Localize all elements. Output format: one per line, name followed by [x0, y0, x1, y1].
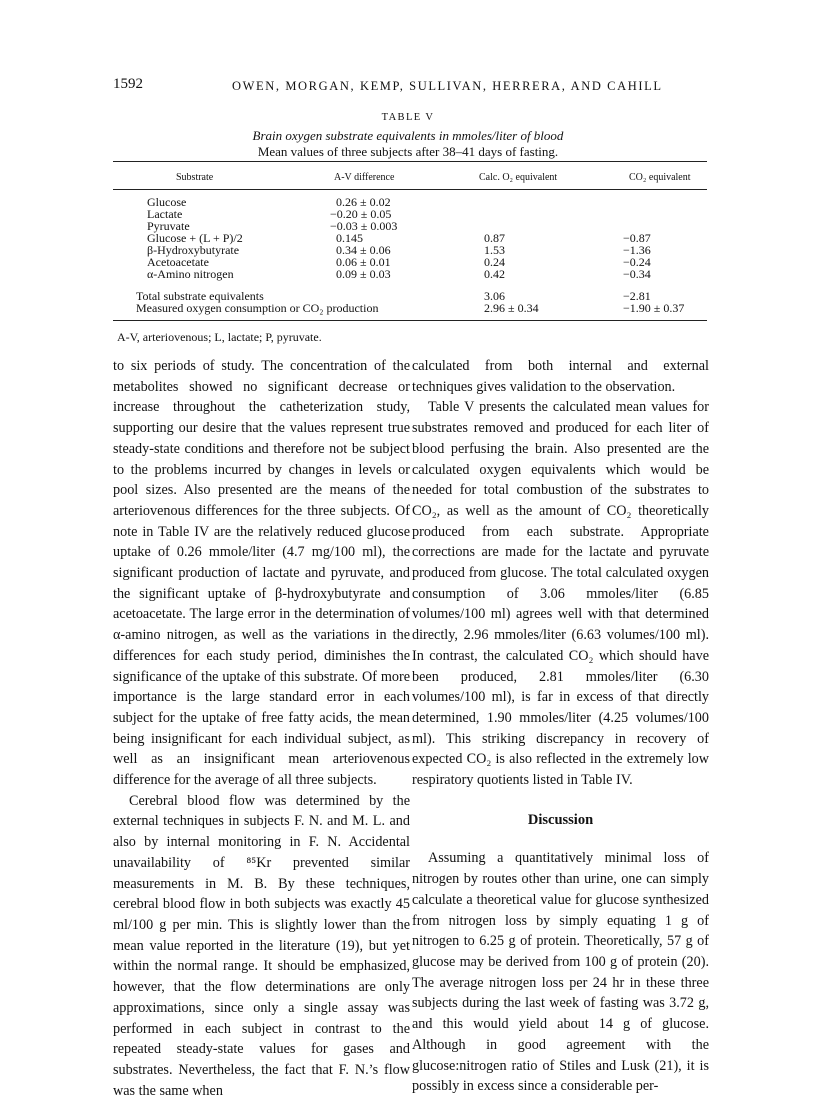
measured-label: Measured oxygen consumption or CO₂ production: [136, 301, 379, 315]
table-total-row: [0, 290, 816, 302]
col-header-co2: CO₂ equivalent: [629, 172, 691, 183]
measured-co2: −1.90 ± 0.37: [623, 301, 685, 315]
cell-substrate: α-Amino nitrogen: [147, 267, 234, 281]
cell-av: 0.06 ± 0.01: [336, 255, 391, 269]
cell-substrate: β-Hydroxybutyrate: [147, 243, 240, 257]
table-row: [0, 244, 816, 256]
paragraph: Assuming a quantitatively minimal loss of nitrogen by routes other than urine, one can simply calculate a theoretical value for glucose synthesized from nitrogen loss by simply equating 1 g of nitrogen to 6.25 g of protein. Theoretically, 57 g of glucose may be derived from 100 g of protein (20). The average nitrogen loss per 24 hr in these three subjects during the last week of fasting was 3.72 g, and this would yield about 14 g of glucose. Although in good agreement with the glucose:nitrogen ratio of Stiles and Lusk (21), it is possibly in excess since a considerable per-: [412, 850, 709, 1095]
cell-o2: 0.87: [484, 231, 505, 245]
running-head: OWEN, MORGAN, KEMP, SULLIVAN, HERRERA, AND CAHILL: [232, 79, 663, 93]
table-row: [0, 256, 816, 268]
right-column: [412, 356, 709, 1097]
cell-o2: 0.42: [484, 267, 505, 281]
cell-av: 0.26 ± 0.02: [336, 195, 391, 209]
cell-co2: −0.24: [623, 255, 651, 269]
cell-av: −0.03 ± 0.003: [330, 219, 398, 233]
cell-substrate: Glucose: [147, 195, 187, 209]
cell-o2: 0.24: [484, 255, 505, 269]
table-row: [0, 268, 816, 280]
cell-substrate: Pyruvate: [147, 219, 190, 233]
table-top-rule: [113, 161, 707, 162]
section-heading-discussion: Discussion: [527, 811, 594, 828]
col-header-substrate: Substrate: [176, 172, 214, 183]
paragraph: to six periods of study. The concentration of the metabolites showed no significant decrease or increase throughout the catheterization study, supporting our desire that the values represent true steady-state conditions and therefore not be subject to the problems incurred by changes in levels or pool sizes. Also presented are the means of the arteriovenous differences for the three subjects. Of note in Table IV are the relatively reduced glucose uptake of 0.26 mmole/liter (4.7 mg/100 ml), the significant production of lactate and pyruvate, and the significant uptake of β-hydroxybutyrate and acetoacetate. The large error in the determination of α-amino nitrogen, as well as the variations in the differences for each study period, diminishes the significance of the uptake of this substrate. Of more importance is the large standard error in each subject for the uptake of free fatty acids, the mean being insignificant for each individual subject, as well as an insignificant mean arteriovenous difference for the average of all three subjects.: [113, 358, 410, 789]
cell-substrate: Acetoacetate: [147, 255, 209, 269]
total-co2: −2.81: [623, 289, 651, 303]
table-row: [0, 220, 816, 232]
table-total-row: [0, 302, 816, 314]
cell-av: 0.34 ± 0.06: [336, 243, 391, 257]
table-footnote: A-V, arteriovenous; L, lactate; P, pyruvate.: [117, 330, 322, 344]
col-header-o2: Calc. O₂ equivalent: [479, 172, 558, 183]
table-caption: [0, 128, 816, 160]
table-title: Brain oxygen substrate equivalents in mmoles/liter of blood: [252, 128, 564, 143]
cell-substrate: Glucose + (L + P)/2: [147, 231, 243, 245]
total-o2: 3.06: [484, 289, 505, 303]
table-row: [0, 208, 816, 220]
left-column: [113, 356, 410, 1101]
cell-co2: −0.87: [623, 231, 651, 245]
total-label: Total substrate equivalents: [136, 289, 264, 303]
table-subtitle: Mean values of three subjects after 38–41 days of fasting.: [257, 144, 559, 159]
paragraph: calculated from both internal and external techniques gives validation to the observation.: [412, 358, 709, 395]
cell-av: −0.20 ± 0.05: [330, 207, 392, 221]
cell-o2: 1.53: [484, 243, 505, 257]
cell-co2: −1.36: [623, 243, 651, 257]
paragraph: Table V presents the calculated mean values for substrates removed and produced for each liter of blood perfusing the brain. Also presented are the calculated oxygen equivalents which would be needed for total combustion of the substrates to CO₂, as well as the amount of CO₂ theoretically produced from each substrate. Appropriate corrections are made for the lactate and pyruvate produced from glucose. The total calculated oxygen consumption of 3.06 mmoles/liter (6.85 volumes/100 ml) agrees well with that determined directly, 2.96 mmoles/liter (6.63 volumes/100 ml). In contrast, the calculated CO₂ which should have been produced, 2.81 mmoles/liter (6.30 volumes/100 ml), is far in excess of that directly determined, 1.90 mmoles/liter (4.25 volumes/100 ml). This striking discrepancy in recovery of expected CO₂ is also reflected in the extremely low respiratory quotients listed in Table IV.: [412, 399, 709, 789]
table-row: [0, 196, 816, 208]
measured-o2: 2.96 ± 0.34: [484, 301, 539, 315]
table-label: TABLE V: [381, 112, 435, 123]
table-bottom-rule: [113, 320, 707, 321]
cell-av: 0.145: [336, 231, 363, 245]
paragraph: Cerebral blood flow was determined by the external techniques in subjects F. N. and M. L. and also by internal monitoring in F. N. Accidental unavailability of ⁸⁵Kr prevented similar measurements in M. B. By these techniques, cerebral blood flow in both subjects was exactly 45 ml/100 g per min. This is slightly lower than the mean value reported in the literature (19), but yet within the normal range. It should be emphasized, however, that the flow determinations are only approximations, since only a single assay was performed in each subject in contrast to the repeated steady-state values for gases and substrates. Nevertheless, the fact that F. N.’s flow was the same when: [113, 792, 410, 1099]
cell-substrate: Lactate: [147, 207, 183, 221]
cell-av: 0.09 ± 0.03: [336, 267, 391, 281]
cell-co2: −0.34: [623, 267, 651, 281]
col-header-av: A-V difference: [334, 172, 395, 183]
table-header-rule: [113, 189, 707, 190]
page-number: 1592: [113, 76, 143, 92]
table-row: [0, 232, 816, 244]
